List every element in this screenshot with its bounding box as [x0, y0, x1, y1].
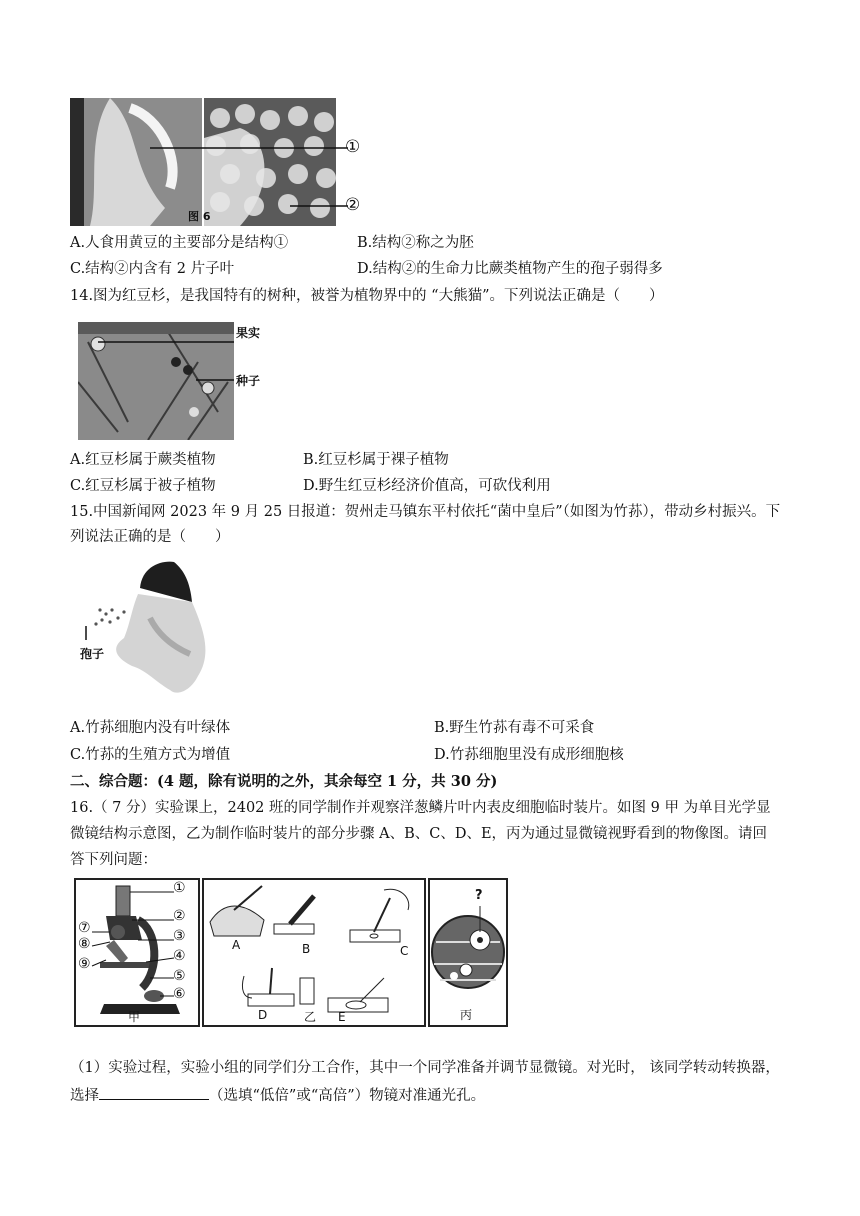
q13-option-c: C.结构②内含有 2 片子叶 [70, 261, 235, 277]
scope-marker-2: ② [173, 908, 186, 924]
q14-option-b: B.红豆杉属于裸子植物 [303, 452, 449, 468]
section-2-heading: 二、综合题：(4 题，除有说明的之外，其余每空 1 分，共 30 分) [70, 773, 498, 790]
figure-6-caption: 图 6 [188, 210, 211, 223]
panel-yi-label: 乙 [304, 1010, 317, 1024]
q16-sub1-line1: （1）实验过程，实验小组的同学们分工合作，其中一个同学准备并调节显微镜。对光时， 该同学转动转换器， [70, 1060, 780, 1076]
step-c-label: C [400, 944, 409, 958]
scope-marker-6: ⑥ [173, 986, 186, 1002]
panel-jia-label: 甲 [128, 1010, 141, 1024]
question-mark: ? [475, 888, 483, 903]
scope-marker-8: ⑧ [78, 936, 91, 952]
yew-figure [78, 322, 234, 440]
q13-option-d: D.结构②的生命力比蕨类植物产生的孢子弱得多 [357, 261, 663, 277]
answer-blank[interactable] [99, 1085, 209, 1100]
spore-label: 孢子 [80, 647, 105, 661]
q16-stem-line1: 16.（ 7 分）实验课上，2402 班的同学制作并观察洋葱鳞片叶内表皮细胞临时装片。如图 9 甲 为单目光学显 [70, 800, 771, 816]
q15-stem-line1: 15.中国新闻网 2023 年 9 月 25 日报道：贺州走马镇东平村依托“菌中皇后”（如图为竹荪），带动乡村振兴。下 [70, 504, 781, 520]
q14-stem: 14.图为红豆杉，是我国特有的树种，被誉为植物界中的 “大熊猫”。下列说法正确是（ ） [70, 288, 664, 304]
q16-sub1-after: （选填“低倍”或“高倍”）物镜对准通光孔。 [209, 1088, 486, 1104]
q15-option-c: C.竹荪的生殖方式为增值 [70, 747, 231, 763]
q16-stem-line2: 微镜结构示意图，乙为制作临时装片的部分步骤 A、B、C、D、E，丙为通过显微镜视野看到的物像图。请回 [70, 826, 768, 842]
q15-stem-line2: 列说法正确的是（ ） [70, 529, 230, 545]
scope-marker-9: ⑨ [78, 956, 91, 972]
marker-1: ① [345, 137, 361, 157]
scope-marker-3: ③ [173, 928, 186, 944]
scope-marker-1: ① [173, 880, 186, 896]
q15-option-a: A.竹荪细胞内没有叶绿体 [70, 720, 231, 736]
q15-option-b: B.野生竹荪有毒不可采食 [434, 720, 595, 736]
q16-stem-line3: 答下列问题： [70, 852, 157, 868]
bamboo-fungus-photo [80, 558, 220, 696]
panel-bing-label: 丙 [460, 1008, 473, 1022]
seed-label: 种子 [236, 374, 261, 388]
scope-marker-4: ④ [173, 948, 186, 964]
q13-option-b: B.结构②称之为胚 [357, 235, 474, 251]
step-a-label: A [232, 938, 241, 952]
scope-marker-7: ⑦ [78, 920, 91, 936]
marker-2: ② [345, 195, 361, 215]
microscope-view-diagram [430, 880, 506, 1025]
q16-sub1-before: 选择 [70, 1088, 99, 1104]
microscope-panel [74, 878, 200, 1027]
soybean-photo [70, 98, 336, 226]
q14-option-c: C.红豆杉属于被子植物 [70, 478, 216, 494]
q15-option-d: D.竹荪细胞里没有成形细胞核 [434, 747, 624, 763]
scope-marker-5: ⑤ [173, 968, 186, 984]
bamboo-fungus-figure [80, 558, 220, 696]
q16-sub1-line2 [70, 1085, 485, 1107]
step-d-label: D [258, 1008, 268, 1022]
slide-steps-diagram [204, 880, 424, 1025]
fruit-label: 果实 [236, 326, 261, 340]
q14-option-a: A.红豆杉属于蕨类植物 [70, 452, 216, 468]
q14-option-d: D.野生红豆杉经济价值高，可砍伐利用 [303, 478, 551, 494]
yew-photo [78, 322, 234, 440]
microscope-view-panel [428, 878, 508, 1027]
q13-option-a: A.人食用黄豆的主要部分是结构① [70, 235, 289, 251]
soybean-figure [70, 98, 336, 226]
step-b-label: B [302, 942, 311, 956]
slide-steps-panel [202, 878, 426, 1027]
step-e-label: E [338, 1010, 346, 1024]
